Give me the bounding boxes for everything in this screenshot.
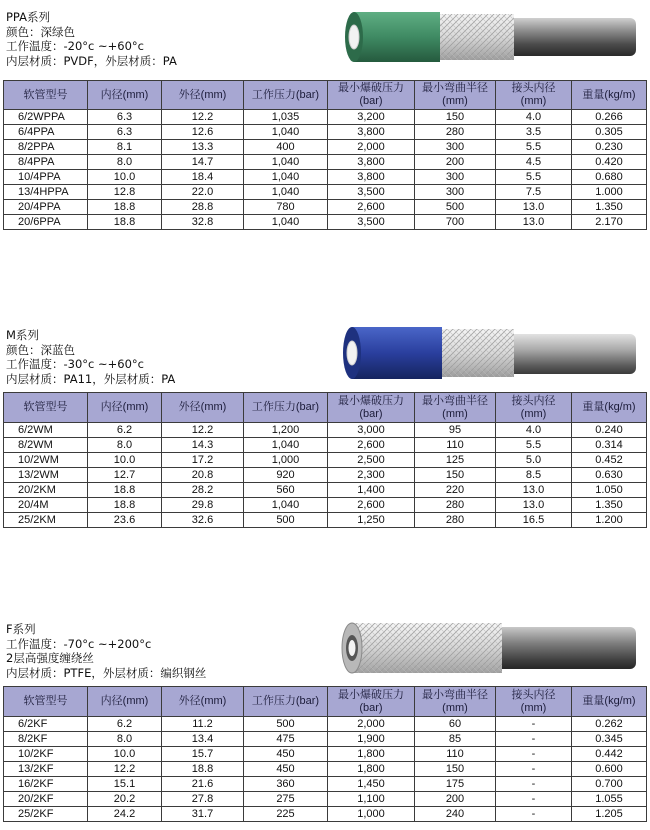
table-cell: 10.0 xyxy=(88,747,162,762)
f-spec-table xyxy=(3,686,647,822)
table-row xyxy=(4,185,647,200)
f-series-info xyxy=(6,622,206,680)
table-cell: 16/2KF xyxy=(4,777,88,792)
table-cell: 2.170 xyxy=(572,215,647,230)
table-cell: 12.2 xyxy=(162,423,244,438)
table-cell: 1,200 xyxy=(244,423,328,438)
table-cell: 2,300 xyxy=(328,468,415,483)
table-cell: 13.0 xyxy=(496,483,572,498)
table-cell: 110 xyxy=(415,438,496,453)
table-cell: 18.8 xyxy=(88,215,162,230)
table-cell: 20.8 xyxy=(162,468,244,483)
table-cell: 20/4PPA xyxy=(4,200,88,215)
column-header: 最小爆破压力 (bar) xyxy=(328,81,415,110)
table-cell: 20.2 xyxy=(88,792,162,807)
table-cell: - xyxy=(496,792,572,807)
table-cell: 500 xyxy=(415,200,496,215)
column-header: 外径(mm) xyxy=(162,687,244,717)
table-cell: 1.350 xyxy=(572,200,647,215)
table-cell: 240 xyxy=(415,807,496,822)
table-cell: 150 xyxy=(415,762,496,777)
table-cell: 6.3 xyxy=(88,125,162,140)
table-cell: 14.7 xyxy=(162,155,244,170)
table-cell: 280 xyxy=(415,498,496,513)
column-header: 外径(mm) xyxy=(162,81,244,110)
table-cell: 1,040 xyxy=(244,125,328,140)
table-cell: 3,800 xyxy=(328,170,415,185)
table-cell: 2,600 xyxy=(328,498,415,513)
table-cell: 29.8 xyxy=(162,498,244,513)
table-cell: 0.266 xyxy=(572,110,647,125)
table-cell: 0.630 xyxy=(572,468,647,483)
table-cell: 27.8 xyxy=(162,792,244,807)
table-cell: 8.0 xyxy=(88,732,162,747)
column-header: 重量(kg/m) xyxy=(572,81,647,110)
table-cell: 3.5 xyxy=(496,125,572,140)
table-cell: 1,100 xyxy=(328,792,415,807)
table-header-row xyxy=(4,687,647,717)
table-cell: - xyxy=(496,777,572,792)
table-cell: 1,040 xyxy=(244,185,328,200)
table-cell: 5.5 xyxy=(496,140,572,155)
table-row xyxy=(4,807,647,822)
table-cell: 0.680 xyxy=(572,170,647,185)
f-temperature-line: 工作温度：-70°c ~+200°c xyxy=(6,636,152,651)
table-cell: 6.3 xyxy=(88,110,162,125)
table-cell: 18.8 xyxy=(88,483,162,498)
table-cell: 18.4 xyxy=(162,170,244,185)
table-cell: 21.6 xyxy=(162,777,244,792)
table-cell: 0.305 xyxy=(572,125,647,140)
table-cell: 920 xyxy=(244,468,328,483)
table-row xyxy=(4,155,647,170)
table-cell: 2,500 xyxy=(328,453,415,468)
table-cell: 13/2WM xyxy=(4,468,88,483)
table-cell: 8.1 xyxy=(88,140,162,155)
m-series-title: M系列 xyxy=(6,328,39,342)
table-cell: 1,000 xyxy=(328,807,415,822)
table-cell: 150 xyxy=(415,110,496,125)
table-cell: 1.200 xyxy=(572,513,647,528)
table-cell: 400 xyxy=(244,140,328,155)
table-cell: 220 xyxy=(415,483,496,498)
table-cell: 3,800 xyxy=(328,125,415,140)
column-header: 内径(mm) xyxy=(88,687,162,717)
table-cell: 18.8 xyxy=(162,762,244,777)
table-cell: 12.2 xyxy=(162,110,244,125)
table-cell: 150 xyxy=(415,468,496,483)
table-cell: 11.2 xyxy=(162,717,244,732)
column-header: 最小弯曲半径 (mm) xyxy=(415,81,496,110)
table-cell: 25/2KM xyxy=(4,513,88,528)
table-cell: 7.5 xyxy=(496,185,572,200)
table-cell: 6.2 xyxy=(88,717,162,732)
table-cell: 3,200 xyxy=(328,110,415,125)
table-cell: 3,800 xyxy=(328,155,415,170)
table-cell: 0.420 xyxy=(572,155,647,170)
table-cell: 0.700 xyxy=(572,777,647,792)
table-cell: 12.6 xyxy=(162,125,244,140)
f-material-line: 内层材质：PTFE，外层材质：编织钢丝 xyxy=(6,665,207,680)
table-cell: 0.240 xyxy=(572,423,647,438)
table-cell: 2,000 xyxy=(328,140,415,155)
column-header: 工作压力(bar) xyxy=(244,393,328,423)
table-cell: 110 xyxy=(415,747,496,762)
table-cell: 12.2 xyxy=(88,762,162,777)
table-cell: 13.3 xyxy=(162,140,244,155)
column-header: 工作压力(bar) xyxy=(244,687,328,717)
table-row xyxy=(4,792,647,807)
table-row xyxy=(4,777,647,792)
table-cell: 20/6PPA xyxy=(4,215,88,230)
table-cell: 1.205 xyxy=(572,807,647,822)
table-cell: 500 xyxy=(244,513,328,528)
table-cell: 12.7 xyxy=(88,468,162,483)
table-cell: 2,600 xyxy=(328,438,415,453)
table-cell: 1,035 xyxy=(244,110,328,125)
table-cell: 32.8 xyxy=(162,215,244,230)
table-cell: 8/2PPA xyxy=(4,140,88,155)
table-cell: 125 xyxy=(415,453,496,468)
table-cell: 450 xyxy=(244,762,328,777)
ppa-series-info xyxy=(6,10,177,68)
table-row xyxy=(4,215,647,230)
table-cell: 8/2KF xyxy=(4,732,88,747)
m-color-line: 颜色：深蓝色 xyxy=(6,342,75,357)
table-cell: 18.8 xyxy=(88,498,162,513)
table-cell: 95 xyxy=(415,423,496,438)
table-cell: 28.2 xyxy=(162,483,244,498)
column-header: 外径(mm) xyxy=(162,393,244,423)
table-cell: - xyxy=(496,747,572,762)
table-cell: 4.5 xyxy=(496,155,572,170)
table-cell: 3,000 xyxy=(328,423,415,438)
table-row xyxy=(4,498,647,513)
table-cell: 10.0 xyxy=(88,453,162,468)
table-cell: 1,000 xyxy=(244,453,328,468)
table-cell: 1,450 xyxy=(328,777,415,792)
table-row xyxy=(4,140,647,155)
column-header: 接头内径 (mm) xyxy=(496,393,572,423)
table-row xyxy=(4,762,647,777)
table-row xyxy=(4,717,647,732)
table-cell: 85 xyxy=(415,732,496,747)
table-cell: 0.345 xyxy=(572,732,647,747)
m-spec-table xyxy=(3,392,647,528)
ppa-series-title: PPA系列 xyxy=(6,10,51,24)
column-header: 内径(mm) xyxy=(88,393,162,423)
table-cell: 6/2WM xyxy=(4,423,88,438)
table-row xyxy=(4,200,647,215)
table-cell: 0.262 xyxy=(572,717,647,732)
table-cell: 1,040 xyxy=(244,170,328,185)
column-header: 软管型号 xyxy=(4,81,88,110)
table-cell: 0.314 xyxy=(572,438,647,453)
table-cell: 18.8 xyxy=(88,200,162,215)
table-cell: 2,000 xyxy=(328,717,415,732)
table-row xyxy=(4,747,647,762)
ppa-temperature-line: 工作温度：-20°c ~+60°c xyxy=(6,39,144,54)
column-header: 最小弯曲半径 (mm) xyxy=(415,687,496,717)
table-row xyxy=(4,423,647,438)
table-cell: 5.0 xyxy=(496,453,572,468)
table-cell: 300 xyxy=(415,185,496,200)
table-cell: 0.230 xyxy=(572,140,647,155)
table-cell: 13.0 xyxy=(496,200,572,215)
table-cell: 3,500 xyxy=(328,185,415,200)
table-cell: 14.3 xyxy=(162,438,244,453)
table-cell: 1,040 xyxy=(244,498,328,513)
table-row xyxy=(4,483,647,498)
table-cell: 8/2WM xyxy=(4,438,88,453)
table-cell: 13.0 xyxy=(496,498,572,513)
m-hose-image xyxy=(336,320,642,386)
table-cell: 20/4M xyxy=(4,498,88,513)
table-cell: 200 xyxy=(415,792,496,807)
table-cell: 300 xyxy=(415,170,496,185)
table-cell: 1.000 xyxy=(572,185,647,200)
table-cell: 1.050 xyxy=(572,483,647,498)
table-cell: 200 xyxy=(415,155,496,170)
table-cell: 280 xyxy=(415,125,496,140)
table-cell: 700 xyxy=(415,215,496,230)
table-cell: 1,400 xyxy=(328,483,415,498)
table-cell: 450 xyxy=(244,747,328,762)
table-cell: 1,040 xyxy=(244,155,328,170)
table-cell: 300 xyxy=(415,140,496,155)
table-row xyxy=(4,110,647,125)
table-cell: 60 xyxy=(415,717,496,732)
column-header: 工作压力(bar) xyxy=(244,81,328,110)
table-cell: 10/4PPA xyxy=(4,170,88,185)
column-header: 最小弯曲半径 (mm) xyxy=(415,393,496,423)
column-header: 软管型号 xyxy=(4,393,88,423)
table-cell: 780 xyxy=(244,200,328,215)
table-cell: 2,600 xyxy=(328,200,415,215)
table-cell: 13.0 xyxy=(496,215,572,230)
ppa-spec-table xyxy=(3,80,647,230)
table-row xyxy=(4,732,647,747)
table-row xyxy=(4,170,647,185)
table-cell: 24.2 xyxy=(88,807,162,822)
column-header: 最小爆破压力 (bar) xyxy=(328,393,415,423)
table-cell: 5.5 xyxy=(496,170,572,185)
table-cell: 13/2KF xyxy=(4,762,88,777)
table-cell: 1,250 xyxy=(328,513,415,528)
table-cell: 175 xyxy=(415,777,496,792)
table-cell: 15.1 xyxy=(88,777,162,792)
ppa-material-line: 内层材质：PVDF，外层材质：PA xyxy=(6,53,177,68)
table-cell: 4.0 xyxy=(496,423,572,438)
table-cell: 31.7 xyxy=(162,807,244,822)
table-header-row xyxy=(4,81,647,110)
table-cell: 0.600 xyxy=(572,762,647,777)
table-cell: 6/2KF xyxy=(4,717,88,732)
column-header: 重量(kg/m) xyxy=(572,393,647,423)
ppa-color-line: 颜色：深绿色 xyxy=(6,24,75,39)
table-row xyxy=(4,438,647,453)
table-cell: 22.0 xyxy=(162,185,244,200)
table-cell: 1.350 xyxy=(572,498,647,513)
table-cell: 360 xyxy=(244,777,328,792)
table-cell: 16.5 xyxy=(496,513,572,528)
table-cell: 28.8 xyxy=(162,200,244,215)
table-cell: 8.0 xyxy=(88,155,162,170)
f-series-title: F系列 xyxy=(6,622,36,636)
column-header: 接头内径 (mm) xyxy=(496,687,572,717)
column-header: 接头内径 (mm) xyxy=(496,81,572,110)
table-cell: 25/2KF xyxy=(4,807,88,822)
table-cell: 0.452 xyxy=(572,453,647,468)
table-cell: 8/4PPA xyxy=(4,155,88,170)
table-cell: 13/4HPPA xyxy=(4,185,88,200)
table-cell: 1,800 xyxy=(328,747,415,762)
column-header: 软管型号 xyxy=(4,687,88,717)
table-row xyxy=(4,453,647,468)
table-cell: 475 xyxy=(244,732,328,747)
f-layer-line: 2层高强度缠绕丝 xyxy=(6,651,94,666)
table-cell: 1,040 xyxy=(244,438,328,453)
table-cell: 6/2WPPA xyxy=(4,110,88,125)
table-row xyxy=(4,468,647,483)
table-cell: 32.6 xyxy=(162,513,244,528)
table-cell: 10/2KF xyxy=(4,747,88,762)
table-cell: 5.5 xyxy=(496,438,572,453)
table-cell: 275 xyxy=(244,792,328,807)
table-cell: 4.0 xyxy=(496,110,572,125)
table-cell: 15.7 xyxy=(162,747,244,762)
m-material-line: 内层材质：PA11，外层材质：PA xyxy=(6,371,176,386)
table-cell: 13.4 xyxy=(162,732,244,747)
ppa-hose-image xyxy=(336,4,642,68)
table-cell: 3,500 xyxy=(328,215,415,230)
table-cell: 8.0 xyxy=(88,438,162,453)
m-temperature-line: 工作温度：-30°c ~+60°c xyxy=(6,357,144,372)
table-cell: 20/2KF xyxy=(4,792,88,807)
column-header: 最小爆破压力 (bar) xyxy=(328,687,415,717)
table-cell: 1,040 xyxy=(244,215,328,230)
column-header: 重量(kg/m) xyxy=(572,687,647,717)
table-cell: 10/2WM xyxy=(4,453,88,468)
table-row xyxy=(4,513,647,528)
table-cell: 225 xyxy=(244,807,328,822)
table-row xyxy=(4,125,647,140)
f-hose-image xyxy=(336,614,642,680)
m-series-info xyxy=(6,328,175,386)
table-cell: 1.055 xyxy=(572,792,647,807)
table-cell: - xyxy=(496,807,572,822)
table-cell: 20/2KM xyxy=(4,483,88,498)
table-cell: - xyxy=(496,717,572,732)
table-cell: - xyxy=(496,762,572,777)
table-cell: 12.8 xyxy=(88,185,162,200)
table-cell: 17.2 xyxy=(162,453,244,468)
table-cell: 0.442 xyxy=(572,747,647,762)
table-cell: 6/4PPA xyxy=(4,125,88,140)
table-cell: 23.6 xyxy=(88,513,162,528)
table-cell: 280 xyxy=(415,513,496,528)
table-cell: 500 xyxy=(244,717,328,732)
table-header-row xyxy=(4,393,647,423)
table-cell: 6.2 xyxy=(88,423,162,438)
column-header: 内径(mm) xyxy=(88,81,162,110)
table-cell: 560 xyxy=(244,483,328,498)
table-cell: 8.5 xyxy=(496,468,572,483)
table-cell: - xyxy=(496,732,572,747)
table-cell: 1,800 xyxy=(328,762,415,777)
table-cell: 1,900 xyxy=(328,732,415,747)
table-cell: 10.0 xyxy=(88,170,162,185)
